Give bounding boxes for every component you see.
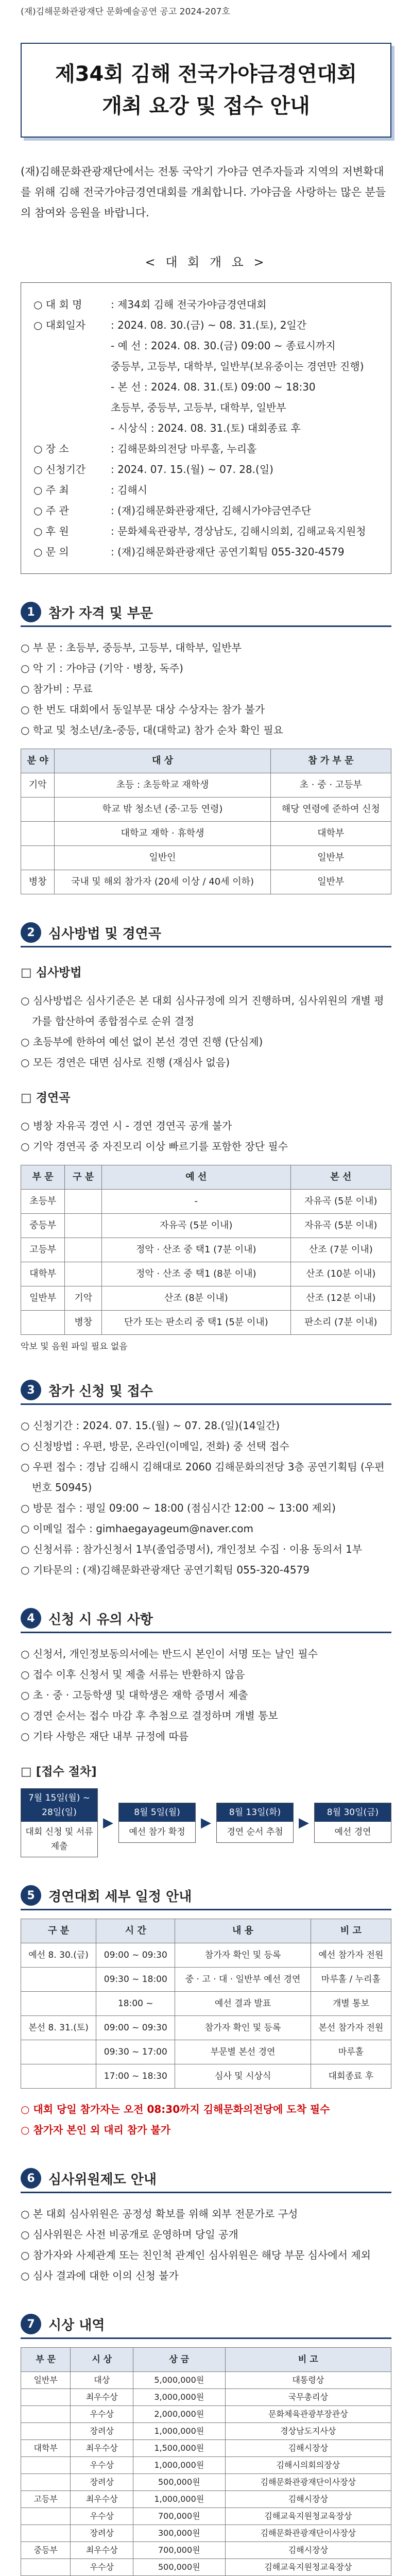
intro-text: (재)김해문화관광재단에서는 전통 국악기 가야금 연주자들과 지역의 저변확대를 위해 김해 전국가야금경연대회를 개최합니다. 가야금을 사랑하는 많은 분들의 참여와 응원을 바랍니다. [21, 165, 386, 219]
process-flow [21, 1788, 391, 1857]
section-1-table [21, 749, 391, 894]
table-cell [21, 2064, 96, 2089]
flow-step-date: 8월 5일(월) [119, 1803, 195, 1822]
table-cell: 대학부 [270, 822, 391, 846]
overview-value: : 문화체육관광부, 경상남도, 김해시의회, 김해교육지원청 [111, 525, 366, 537]
section-6-list [21, 2204, 391, 2286]
table-cell [21, 2423, 71, 2440]
table-cell: 중등부 [21, 2542, 71, 2559]
table-row [21, 2440, 391, 2457]
prize-table [21, 2347, 391, 2576]
list-item: ○ 심사방법은 심사기준은 본 대회 심사규정에 의거 진행하며, 심사위원의 개별 평가를 합산하여 종합점수로 순위 결정 [21, 990, 391, 1031]
flow-step-date: 7월 15일(월) ~ 28일(일) [21, 1789, 97, 1822]
list-item: ○ 참가비 : 무료 [21, 679, 391, 699]
section-3-header [21, 1380, 391, 1405]
table-cell: 일반부 [270, 846, 391, 870]
table-cell: - [102, 1190, 291, 1214]
table-cell: 2,000,000원 [133, 2406, 226, 2423]
table-cell: 500,000원 [133, 2559, 226, 2576]
overview-key: ○ 신청기간 [33, 463, 86, 476]
table-cell: 예선 결과 발표 [175, 1992, 311, 2016]
table-cell: 자유곡 (5분 이내) [290, 1190, 391, 1214]
table-cell: 기악 [65, 1286, 102, 1311]
table-cell: 최우수상 [71, 2440, 133, 2457]
list-item: ○ 신청서, 개인정보동의서에는 반드시 본인이 서명 또는 날인 필수 [21, 1643, 391, 1664]
overview-value: : 김해문화의전당 마루홀, 누리홀 [111, 443, 257, 455]
table-cell: 참가자 확인 및 등록 [175, 1943, 311, 1968]
flow-step [216, 1803, 294, 1843]
table-cell: 09:00 ~ 09:30 [96, 2016, 175, 2040]
table-header: 부 문 [21, 1165, 65, 1190]
table-cell: 일반부 [21, 2372, 71, 2389]
section-number: 6 [21, 2168, 41, 2189]
table-cell [21, 2389, 71, 2406]
section-number: 5 [21, 1885, 41, 1906]
table-cell: 우수상 [71, 2406, 133, 2423]
table-cell [21, 2474, 71, 2491]
table-cell [21, 2559, 71, 2576]
section-title: 심사방법 및 경연곡 [48, 926, 162, 942]
page-title-line1: 제34회 김해 전국가야금경연대회 [55, 62, 357, 86]
table-cell: 중등부 [21, 1214, 65, 1238]
list-item: ○ 신청방법 : 우편, 방문, 온라인(이메일, 전화) 중 선택 접수 [21, 1436, 391, 1456]
table-cell: 09:00 ~ 09:30 [96, 1943, 175, 1968]
table-cell: 대학부 [21, 1262, 65, 1286]
list-item: ○ 우편 접수 : 경남 김해시 김해대로 2060 김해문화의전당 3층 공연기획팀 (우편번호 50945) [21, 1456, 391, 1498]
list-item: ○ 접수 이후 신청서 및 제출 서류는 반환하지 않음 [21, 1664, 391, 1685]
table-cell [21, 846, 55, 870]
table-cell: 중 · 고 · 대 · 일반부 예선 경연 [175, 1968, 311, 1992]
section-1-header [21, 602, 391, 627]
overview-title: < 대 회 개 요 > [145, 255, 267, 269]
section-4-header [21, 1608, 391, 1633]
table-cell: 1,000,000원 [133, 2423, 226, 2440]
table-cell: 부문별 본선 경연 [175, 2040, 311, 2064]
table-cell [21, 2457, 71, 2474]
table-cell: 3,000,000원 [133, 2389, 226, 2406]
table-cell: 장려상 [71, 2525, 133, 2542]
table-cell: 본선 참가자 전원 [311, 2016, 391, 2040]
page-title-line2: 개최 요강 및 접수 안내 [102, 94, 310, 118]
overview-row [33, 500, 379, 521]
overview-row [33, 418, 379, 438]
overview-row [33, 541, 379, 562]
overview-row [33, 480, 379, 500]
table-row [21, 2372, 391, 2389]
table-row [21, 2474, 391, 2491]
list-item: ○ 학교 및 청소년/초-중등, 대(대학교) 참가 순차 확인 필요 [21, 720, 391, 740]
table-cell [65, 1190, 102, 1214]
schedule-table [21, 1919, 391, 2089]
table-note: 악보 및 음원 파일 필요 없음 [21, 1342, 128, 1352]
table-cell: 700,000원 [133, 2508, 226, 2525]
note-item: ○ 대회 당일 참가자는 오전 08:30까지 김해문화의전당에 도착 필수 [21, 2099, 391, 2120]
table-row [21, 2064, 391, 2089]
list-item: ○ 부 문 : 초등부, 중등부, 고등부, 대학부, 일반부 [21, 637, 391, 658]
table-cell: 경상남도지사상 [225, 2423, 391, 2440]
list-item: ○ 악 기 : 가야금 (기악 · 병창, 독주) [21, 658, 391, 679]
table-row [21, 870, 391, 894]
table-cell: 산조 (10분 이내) [290, 1262, 391, 1286]
table-row [21, 2491, 391, 2508]
table-cell: 본선 8. 31.(토) [21, 2016, 96, 2040]
section-title: 시상 내역 [48, 2317, 105, 2333]
table-cell: 우수상 [71, 2559, 133, 2576]
table-header: 참 가 부 문 [270, 749, 391, 773]
table-row [21, 2457, 391, 2474]
flow-step-label: 경연 순서 추첨 [227, 1827, 283, 1837]
table-cell: 300,000원 [133, 2525, 226, 2542]
table-row [21, 1238, 391, 1262]
list-item: ○ 초등부에 한하여 예선 없이 본선 경연 진행 (단심제) [21, 1031, 391, 1052]
overview-row [33, 521, 379, 541]
table-row [21, 2508, 391, 2525]
table-row [21, 1286, 391, 1311]
overview-key: ○ 주 관 [33, 504, 69, 517]
table-cell: 500,000원 [133, 2474, 226, 2491]
table-cell: 1,000,000원 [133, 2457, 226, 2474]
table-row [21, 1992, 391, 2016]
list-item: ○ 신청서류 : 참가신청서 1부(졸업증명서), 개인정보 수집 · 이용 동의서 1부 [21, 1539, 391, 1560]
section-title: 참가 신청 및 접수 [48, 1383, 153, 1399]
table-header: 부 문 [21, 2348, 71, 2372]
table-header: 상 금 [133, 2348, 226, 2372]
table-row [21, 1311, 391, 1335]
overview-row [33, 377, 379, 397]
overview-value: : 김해시 [111, 484, 148, 496]
table-cell: 산조 (7분 이내) [290, 1238, 391, 1262]
note-item: ○ 참가자 본인 외 대리 참가 불가 [21, 2120, 391, 2140]
table-cell: 문화체육관광부장관상 [225, 2406, 391, 2423]
table-cell: 초등부 [21, 1190, 65, 1214]
table-cell: 09:30 ~ 18:00 [96, 1968, 175, 1992]
section-title: 경연대회 세부 일정 안내 [48, 1889, 192, 1905]
table-cell [21, 798, 55, 822]
table-cell: 김해시의회의장상 [225, 2457, 391, 2474]
table-cell: 병창 [65, 1311, 102, 1335]
table-header: 예 선 [102, 1165, 291, 1190]
table-cell: 정악 · 산조 중 택1 (7분 이내) [102, 1238, 291, 1262]
table-header: 대 상 [55, 749, 270, 773]
list-item: ○ 경연 순서는 접수 마감 후 추첨으로 결정하며 개별 통보 [21, 1705, 391, 1726]
flow-step-date: 8월 13일(화) [217, 1803, 293, 1822]
subsection-title: □ 경연곡 [21, 1088, 391, 1105]
overview-key: ○ 대회일자 [33, 319, 86, 331]
table-cell: 5,000,000원 [133, 2372, 226, 2389]
table-cell: 정악 · 산조 중 택1 (8분 이내) [102, 1262, 291, 1286]
section-6-header [21, 2168, 391, 2193]
flow-step-date: 8월 30일(금) [315, 1803, 391, 1822]
table-cell: 학교 밖 청소년 (중·고등 연령) [55, 798, 270, 822]
overview-row [33, 294, 379, 315]
section-2-header [21, 922, 391, 947]
table-row [21, 2389, 391, 2406]
table-cell: 1,000,000원 [133, 2491, 226, 2508]
list-item: ○ 기타문의 : (재)김해문화관광재단 공연기획팀 055-320-4579 [21, 1560, 391, 1580]
table-header: 시 상 [71, 2348, 133, 2372]
section-title: 참가 자격 및 부문 [48, 605, 153, 621]
table-cell: 기악 [21, 773, 55, 798]
overview-row [33, 335, 379, 356]
table-row [21, 846, 391, 870]
overview-row [33, 438, 379, 459]
list-item: ○ 한 번도 대회에서 동일부문 대상 수상자는 참가 불가 [21, 699, 391, 720]
overview-value: 중등부, 고등부, 대학부, 일반부(보유중이는 경연만 진행) [111, 360, 364, 372]
overview-value: : 2024. 07. 15.(월) ~ 07. 28.(일) [111, 463, 273, 476]
section-2-list-2 [21, 1115, 391, 1157]
overview-key: ○ 장 소 [33, 443, 69, 455]
section-7-header [21, 2314, 391, 2339]
table-cell: 김해교육지원청교육장상 [225, 2559, 391, 2576]
overview-row [33, 315, 379, 335]
overview-value: - 본 선 : 2024. 08. 31.(토) 09:00 ~ 18:30 [111, 381, 316, 393]
table-row [21, 1262, 391, 1286]
table-header: 시 간 [96, 1919, 175, 1943]
table-cell: 18:00 ~ [96, 1992, 175, 2016]
table-cell: 700,000원 [133, 2542, 226, 2559]
table-row [21, 2542, 391, 2559]
table-cell [65, 1214, 102, 1238]
table-cell: 김해교육지원청교육장상 [225, 2508, 391, 2525]
list-item: ○ 모든 경연은 대면 심사로 진행 (재심사 없음) [21, 1052, 391, 1073]
table-header: 본 선 [290, 1165, 391, 1190]
overview-value: 초등부, 중등부, 고등부, 대학부, 일반부 [111, 401, 286, 414]
table-cell [21, 2040, 96, 2064]
table-cell: 최우수상 [71, 2389, 133, 2406]
overview-value: : (재)김해문화관광재단 공연기획팀 055-320-4579 [111, 546, 345, 558]
overview-value: - 예 선 : 2024. 08. 30.(금) 09:00 ~ 종료시까지 [111, 340, 336, 352]
table-cell: 산조 (8분 이내) [102, 1286, 291, 1311]
table-cell: 김해시장상 [225, 2491, 391, 2508]
table-row [21, 773, 391, 798]
section-4-list [21, 1643, 391, 1747]
table-cell: 마루홀 / 누리홀 [311, 1968, 391, 1992]
section-2-table [21, 1165, 391, 1335]
overview-row [33, 397, 379, 418]
schedule-notes [21, 2099, 391, 2140]
flow-step-label: 예선 경연 [334, 1827, 371, 1837]
table-cell: 장려상 [71, 2423, 133, 2440]
overview-value: : 제34회 김해 전국가야금경연대회 [111, 298, 267, 311]
arrow-right-icon: ▶ [299, 1815, 309, 1831]
table-cell: 고등부 [21, 1238, 65, 1262]
table-cell [65, 1238, 102, 1262]
table-cell: 일반인 [55, 846, 270, 870]
table-row [21, 2016, 391, 2040]
table-row [21, 1968, 391, 1992]
table-row [21, 1214, 391, 1238]
table-cell: 산조 (12분 이내) [290, 1286, 391, 1311]
section-2-list-1 [21, 990, 391, 1073]
table-row [21, 2559, 391, 2576]
table-cell: 대상 [71, 2372, 133, 2389]
arrow-right-icon: ▶ [201, 1815, 211, 1831]
table-cell: 김해문화관광재단이사장상 [225, 2474, 391, 2491]
table-cell: 일반부 [21, 1286, 65, 1311]
table-cell: 우수상 [71, 2508, 133, 2525]
section-title: 신청 시 유의 사항 [48, 1612, 153, 1628]
list-item: ○ 심사 결과에 대한 이의 신청 불가 [21, 2265, 391, 2286]
table-cell: 자유곡 (5분 이내) [290, 1214, 391, 1238]
overview-row [33, 356, 379, 377]
table-cell [21, 2508, 71, 2525]
table-cell: 김해시장상 [225, 2542, 391, 2559]
section-number: 3 [21, 1380, 41, 1400]
section-title: 심사위원제도 안내 [48, 2172, 157, 2188]
table-cell: 국내 및 해외 참가자 (20세 이상 / 40세 이하) [55, 870, 270, 894]
section-number: 1 [21, 602, 41, 622]
section-number: 7 [21, 2314, 41, 2334]
list-item: ○ 이메일 접수 : gimhaegayageum@naver.com [21, 1518, 391, 1539]
table-row [21, 2423, 391, 2440]
table-cell: 김해문화관광재단이사장상 [225, 2525, 391, 2542]
overview-box [21, 282, 391, 574]
table-header: 내 용 [175, 1919, 311, 1943]
flow-title: □ [접수 절차] [21, 1762, 391, 1779]
section-5-header [21, 1885, 391, 1910]
table-cell: 17:00 ~ 18:30 [96, 2064, 175, 2089]
table-cell: 우수상 [71, 2457, 133, 2474]
table-cell: 대회종료 후 [311, 2064, 391, 2089]
table-row [21, 2040, 391, 2064]
flow-step-label: 예선 참가 확정 [129, 1827, 185, 1837]
table-cell: 대통령상 [225, 2372, 391, 2389]
table-header: 비 고 [311, 1919, 391, 1943]
table-header: 비 고 [225, 2348, 391, 2372]
table-row [21, 798, 391, 822]
section-number: 2 [21, 922, 41, 943]
flow-step [21, 1788, 98, 1857]
table-cell [21, 2406, 71, 2423]
table-cell [21, 1968, 96, 1992]
table-cell: 초 · 중 · 고등부 [270, 773, 391, 798]
table-cell [65, 1262, 102, 1286]
table-cell: 최우수상 [71, 2491, 133, 2508]
table-cell [21, 1311, 65, 1335]
overview-value: : 2024. 08. 30.(금) ~ 08. 31.(토), 2일간 [111, 319, 307, 331]
table-cell: 일반부 [270, 870, 391, 894]
table-row [21, 822, 391, 846]
table-cell: 예선 8. 30.(금) [21, 1943, 96, 1968]
table-cell: 대학부 [21, 2440, 71, 2457]
overview-key: ○ 문 의 [33, 546, 69, 558]
overview-key: ○ 대 회 명 [33, 298, 82, 311]
overview-value: - 시상식 : 2024. 08. 31.(토) 대회종료 후 [111, 422, 301, 434]
table-cell: 판소리 (7분 이내) [290, 1311, 391, 1335]
list-item: ○ 본 대회 심사위원은 공정성 확보를 위해 외부 전문가로 구성 [21, 2204, 391, 2224]
publisher-line: (재)김해문화관광재단 문화예술공연 공고 2024-207호 [21, 7, 230, 17]
table-cell: 예선 참가자 전원 [311, 1943, 391, 1968]
table-cell [21, 2525, 71, 2542]
flow-step-label: 대회 신청 및 서류 제출 [25, 1827, 93, 1852]
overview-row [33, 459, 379, 480]
table-cell: 국무총리상 [225, 2389, 391, 2406]
table-row [21, 1943, 391, 1968]
table-header: 구 분 [65, 1165, 102, 1190]
table-row [21, 2406, 391, 2423]
list-item: ○ 방문 접수 : 평일 09:00 ~ 18:00 (점심시간 12:00 ~ 13:00 제외) [21, 1498, 391, 1518]
overview-key: ○ 후 원 [33, 525, 69, 537]
list-item: ○ 심사위원은 사전 비공개로 운영하며 당일 공개 [21, 2224, 391, 2245]
table-cell: 단가 또는 판소리 중 택1 (5분 이내) [102, 1311, 291, 1335]
list-item: ○ 초 · 중 · 고등학생 및 대학생은 재학 증명서 제출 [21, 1685, 391, 1705]
flow-step [118, 1803, 196, 1843]
subsection-title: □ 심사방법 [21, 963, 391, 980]
table-cell: 대학교 재학 · 휴학생 [55, 822, 270, 846]
table-cell: 최우수상 [71, 2542, 133, 2559]
table-row [21, 1190, 391, 1214]
list-item: ○ 기타 사항은 재단 내부 규정에 따름 [21, 1726, 391, 1747]
table-cell [21, 1992, 96, 2016]
table-cell: 심사 및 시상식 [175, 2064, 311, 2089]
table-cell: 고등부 [21, 2491, 71, 2508]
table-cell: 1,500,000원 [133, 2440, 226, 2457]
table-cell: 김해시장상 [225, 2440, 391, 2457]
list-item: ○ 병창 자유곡 경연 시 - 경연 경연곡 공개 불가 [21, 1115, 391, 1136]
list-item: ○ 기악 경연곡 중 자진모리 이상 빠르기를 포함한 장단 필수 [21, 1136, 391, 1157]
table-cell: 병창 [21, 870, 55, 894]
table-cell: 자유곡 (5분 이내) [102, 1214, 291, 1238]
table-cell: 마루홀 [311, 2040, 391, 2064]
table-header: 구 분 [21, 1919, 96, 1943]
table-cell: 해당 연령에 준하여 신청 [270, 798, 391, 822]
table-cell: 참가자 확인 및 등록 [175, 2016, 311, 2040]
list-item: ○ 참가자와 사제관계 또는 친인척 관계인 심사위원은 해당 부문 심사에서 제외 [21, 2245, 391, 2265]
section-number: 4 [21, 1608, 41, 1629]
table-header: 분 야 [21, 749, 55, 773]
table-cell: 초등 : 초등학교 재학생 [55, 773, 270, 798]
arrow-right-icon: ▶ [103, 1815, 113, 1831]
title-box [21, 43, 391, 138]
flow-step [314, 1803, 391, 1843]
table-cell: 장려상 [71, 2474, 133, 2491]
table-cell: 09:30 ~ 17:00 [96, 2040, 175, 2064]
overview-key: ○ 주 최 [33, 484, 69, 496]
table-row [21, 2525, 391, 2542]
table-cell: 개별 통보 [311, 1992, 391, 2016]
section-1-list [21, 637, 391, 740]
overview-value: : (재)김해문화관광재단, 김해시가야금연주단 [111, 504, 312, 517]
list-item: ○ 신청기간 : 2024. 07. 15.(월) ~ 07. 28.(일)(14일간) [21, 1415, 391, 1436]
section-3-list [21, 1415, 391, 1580]
table-cell [21, 822, 55, 846]
